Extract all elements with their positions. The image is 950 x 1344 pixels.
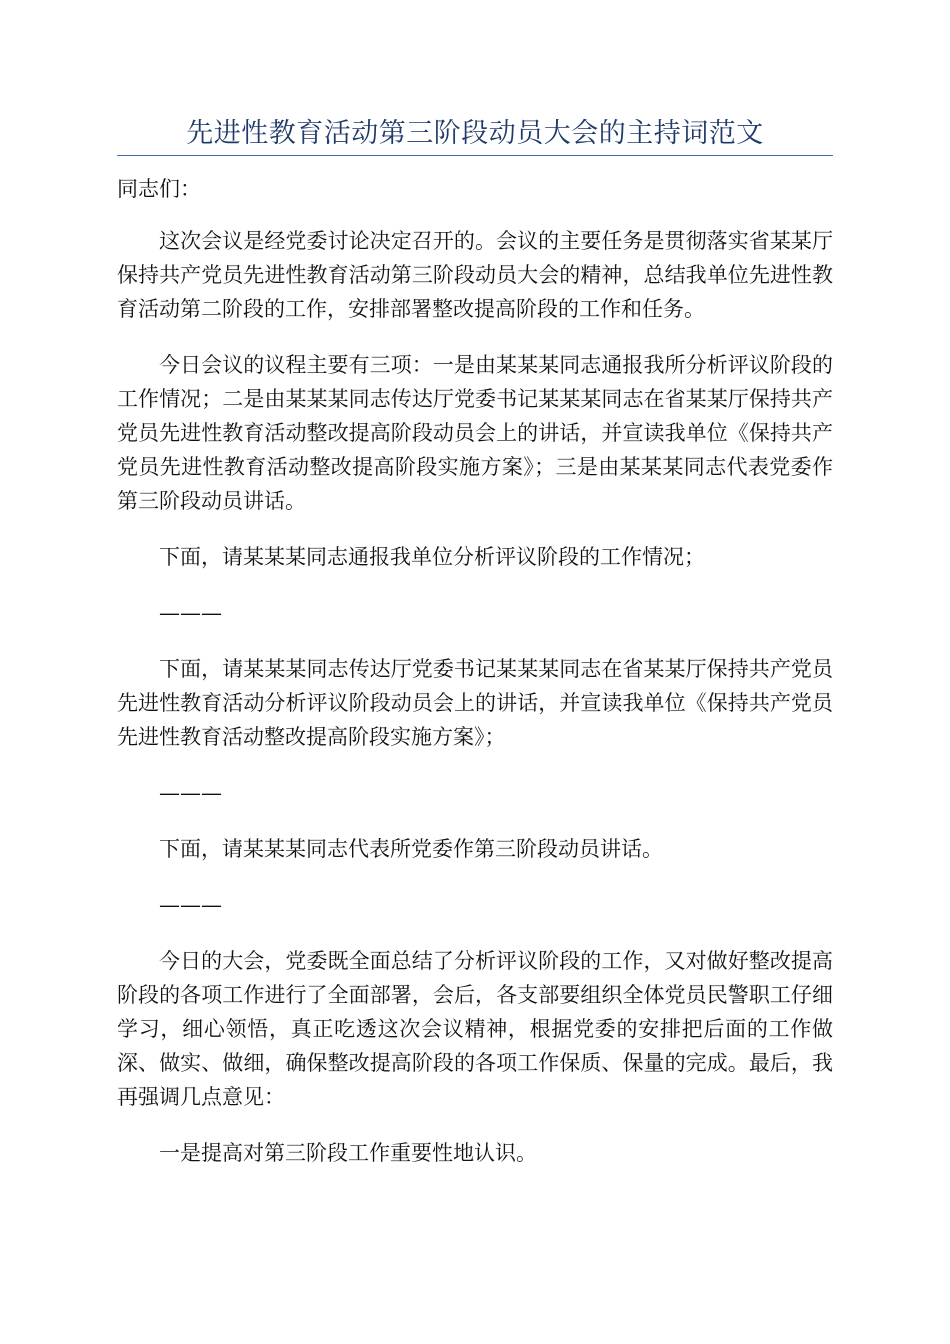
paragraph-first-speaker: 下面，请某某某同志通报我单位分析评议阶段的工作情况； <box>159 545 705 569</box>
paragraph-third-speaker: 下面，请某某某同志代表所党委作第三阶段动员讲话。 <box>159 837 663 861</box>
paragraph-point-one: 一是提高对第三阶段工作重要性地认识。 <box>159 1141 537 1165</box>
dash-separator: ——— <box>159 781 222 805</box>
dash-separator: ——— <box>159 601 222 625</box>
document-body <box>117 172 833 1192</box>
paragraph-second-speaker: 下面，请某某某同志传达厅党委书记某某某同志在省某某厅保持共产党员先进性教育活动分析评议阶段动员会上的讲话，并宣读我单位《保持共产党员先进性教育活动整改提高阶段实施方案》； <box>117 657 833 749</box>
dash-separator: ——— <box>159 893 222 917</box>
title-underline <box>117 155 833 156</box>
document-title: 先进性教育活动第三阶段动员大会的主持词范文 <box>186 118 764 149</box>
salutation: 同志们： <box>117 177 201 201</box>
paragraph-summary: 今日的大会，党委既全面总结了分析评议阶段的工作，又对做好整改提高阶段的各项工作进行了全面部署，会后，各支部要组织全体党员民警职工仔细学习，细心领悟，真正吃透这次会议精神，根据党委的安排把后面的工作做深、做实、做细，确保整改提高阶段的各项工作保质、保量的完成。最后，我再强调几点意见： <box>117 949 833 1109</box>
paragraph-agenda: 今日会议的议程主要有三项：一是由某某某同志通报我所分析评议阶段的工作情况；二是由某某某同志传达厅党委书记某某某同志在省某某厅保持共产党员先进性教育活动整改提高阶段动员会上的讲话，并宣读我单位《保持共产党员先进性教育活动整改提高阶段实施方案》；三是由某某某同志代表党委作第三阶段动员讲话。 <box>117 353 833 513</box>
paragraph-meeting-purpose: 这次会议是经党委讨论决定召开的。会议的主要任务是贯彻落实省某某厅保持共产党员先进性教育活动第三阶段动员大会的精神，总结我单位先进性教育活动第二阶段的工作，安排部署整改提高阶段的工作和任务。 <box>117 229 833 321</box>
